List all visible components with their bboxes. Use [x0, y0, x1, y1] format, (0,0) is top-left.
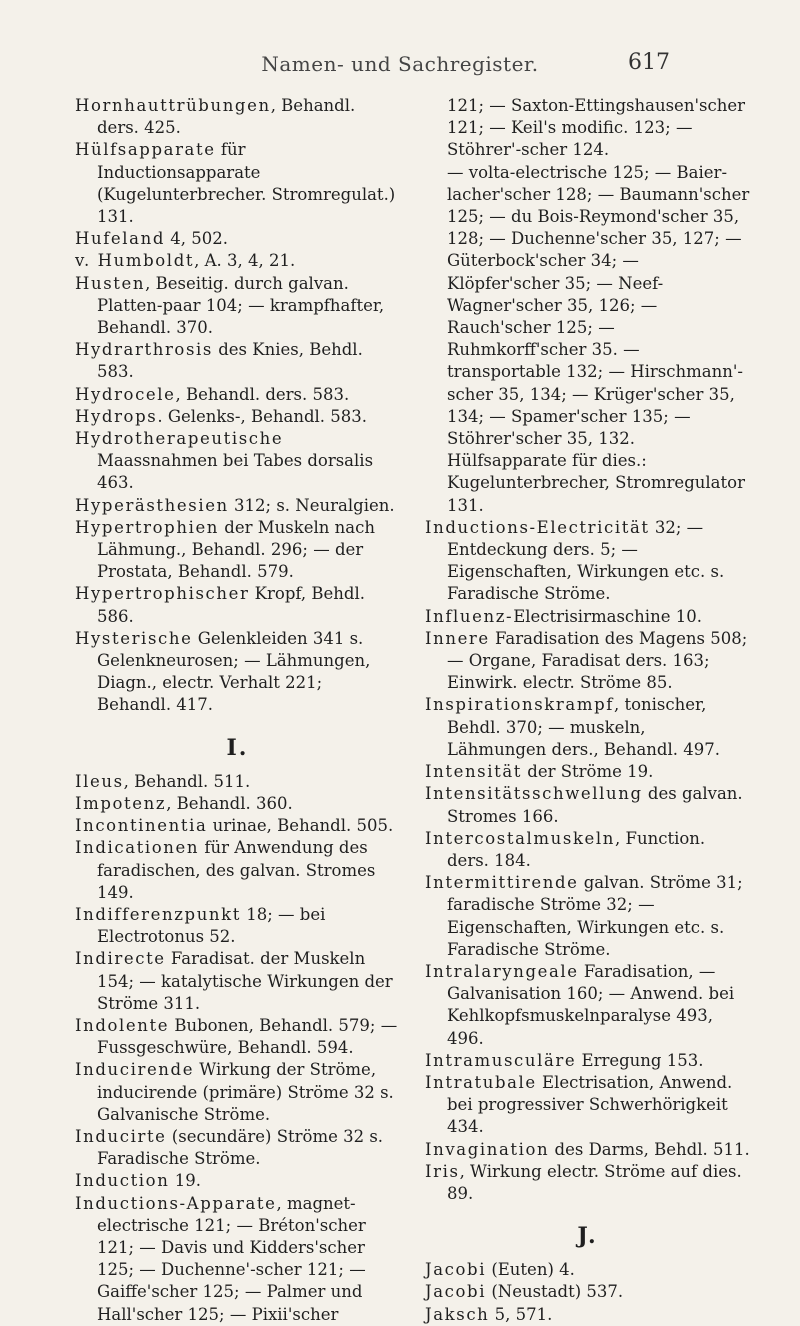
entry-text: Electrisation, Anwend. bei progressiver Schwerhörigkeit 434. — [447, 1072, 733, 1137]
entry-text: , Beseitig. durch galvan. Platten-paar 104; — krampfhafter, Behandl. 370. — [97, 273, 385, 338]
entry-keyword: Intramusculäre — [425, 1050, 577, 1070]
index-entry — [425, 783, 750, 827]
index-entry — [425, 1139, 750, 1161]
entry-text: , magnet-electrische 121; — Bréton'scher 121; — Davis und Kidders'scher 125; — Duchenne'-scher 121; — Gaiffe'scher 125; — Palmer und Hall'scher 125; — Pixii'scher — [97, 1193, 366, 1324]
index-entry — [425, 828, 750, 872]
index-entry — [75, 793, 400, 815]
entry-text: Faradisat. der Muskeln 154; — katalytische Wirkungen der Ströme 311. — [97, 949, 393, 1013]
index-entry — [425, 162, 750, 451]
entry-text: 18; — bei Electrotonus 52. — [97, 904, 326, 947]
index-block-h — [75, 95, 400, 717]
entry-keyword: Intercostalmuskeln — [425, 828, 616, 848]
section-letter-j: J. — [577, 1223, 598, 1250]
index-entry — [75, 948, 400, 1015]
entry-keyword: Hufeland — [75, 229, 165, 249]
entry-keyword: Husten — [75, 273, 146, 293]
entry-text: (Euten) 4. — [486, 1260, 575, 1280]
entry-keyword: Hyperästhesien — [75, 495, 229, 515]
entry-text: Wirkung der Ströme, inducirende (primäre) Ströme 32 s. Galvanische Ströme. — [97, 1060, 394, 1124]
index-entry — [425, 1050, 750, 1072]
index-entry — [425, 95, 750, 162]
entry-text: — volta-electrische 125; — Baier-lacher'scher 128; — Baumann'scher 125; — du Bois-Reymond'scher 35, 128; — Duchenne'scher 35, 127; — Güterbock'scher 34; — Klöpfer'scher 35; — Neef-Wagner'scher 35, 126; — Rauch'scher 125; — Ruhmkorff'scher 35. — transportable 132; — Hirschmann'-scher 35, 134; — Krüger'scher 35, 134; — Spamer'scher 135; — Stöhrer'scher 35, 132. — [447, 162, 750, 449]
index-entry — [425, 694, 750, 761]
entry-keyword: Indicationen — [75, 838, 200, 858]
entry-keyword: Hydrops — [75, 406, 158, 426]
entry-text: , Behandl. 360. — [166, 793, 293, 813]
entry-text: Faradisation, — Galvanisation 160; — Anwend. bei Kehlkopfsmuskelnparalyse 493, 496. — [447, 961, 735, 1048]
entry-text: 19. — [169, 1171, 201, 1191]
entry-keyword: Intratubale — [425, 1072, 537, 1092]
entry-keyword: Hypertrophien — [75, 517, 220, 537]
index-entry — [75, 583, 400, 627]
entry-text: 121; — Saxton-Ettingshausen'scher 121; — Keil's modific. 123; — Stöhrer'-scher 124. — [447, 96, 745, 160]
index-entry — [425, 961, 750, 1050]
entry-keyword: Jaksch — [425, 1304, 490, 1324]
page-number: 617 — [628, 50, 670, 75]
entry-text: , Wirkung electr. Ströme auf dies. 89. — [447, 1161, 742, 1203]
entry-text: urinae, Behandl. 505. — [207, 816, 394, 836]
entry-text: für Anwendung des faradischen, des galvan. Stromes 149. — [97, 838, 376, 902]
index-entry — [75, 771, 400, 793]
entry-text: Kropf, Behdl. 586. — [97, 584, 366, 626]
index-entry — [425, 1281, 750, 1303]
index-entry — [75, 1126, 400, 1170]
entry-text: , Behandl. ders. 425. — [97, 96, 356, 138]
index-entry — [425, 1259, 750, 1281]
entry-text: Erregung 153. — [576, 1050, 704, 1070]
page-header — [0, 52, 800, 82]
index-entry — [425, 872, 750, 961]
entry-text: Hülfsapparate für dies.: Kugelunterbrecher, Stromregulator 131. — [447, 451, 745, 515]
entry-keyword: Inducirende — [75, 1060, 195, 1080]
index-entry — [425, 1304, 750, 1326]
entry-text: , Behandl. ders. 583. — [175, 384, 350, 404]
entry-keyword: Inspirationskrampf — [425, 695, 614, 715]
entry-keyword: Inductions-Electricität — [425, 517, 650, 537]
index-entry — [75, 384, 400, 406]
running-title: Namen- und Sachregister. — [261, 52, 539, 76]
entry-text: , tonischer, Behdl. 370; — muskeln, Lähmungen ders., Behandl. 497. — [447, 695, 720, 759]
index-entry — [425, 1161, 750, 1205]
entry-text: Gelenkleiden 341 s. Gelenkneurosen; — Lähmungen, Diagn., electr. Verhalt 221; Behandl. 417. — [97, 628, 371, 715]
index-entry — [75, 495, 400, 517]
index-entry — [75, 139, 400, 228]
entry-text: der Muskeln nach Lähmung., Behandl. 296; — der Prostata, Behandl. 579. — [97, 517, 375, 582]
index-entry — [75, 1015, 400, 1059]
entry-keyword: Jacobi — [425, 1260, 487, 1280]
right-column — [425, 95, 750, 1326]
entry-text: , Behandl. 511. — [123, 771, 251, 791]
entry-text: des galvan. Stromes 166. — [447, 784, 743, 826]
index-entry — [75, 1059, 400, 1126]
entry-keyword: Innere — [425, 628, 490, 648]
entry-text: , A. 3, 4, 21. — [194, 251, 296, 271]
entry-keyword: Hülfsapparate — [75, 140, 216, 160]
index-entry — [75, 339, 400, 383]
entry-keyword: Indolente — [75, 1015, 170, 1035]
entry-text: . Gelenks-, Behandl. 583. — [157, 406, 368, 426]
entry-keyword: Intensität — [425, 762, 523, 782]
index-entry — [75, 517, 400, 584]
index-block-j — [425, 1259, 750, 1326]
index-block-i-continued — [425, 95, 750, 1205]
entry-keyword: Hornhauttrübungen — [75, 96, 271, 115]
entry-text: des Darms, Behdl. 511. — [549, 1139, 750, 1159]
entry-keyword: Hydrotherapeutische — [75, 429, 284, 449]
entry-text: galvan. Ströme 31; faradische Ströme 32; — Eigenschaften, Wirkungen etc. s. Faradische Ströme. — [447, 873, 743, 959]
entry-text: (Neustadt) 537. — [486, 1282, 624, 1302]
index-entry — [425, 450, 750, 517]
entry-keyword: Ileus — [75, 771, 124, 791]
entry-text: Maassnahmen bei Tabes dorsalis 463. — [97, 451, 374, 493]
entry-keyword: Hydrarthrosis — [75, 340, 213, 360]
entry-text: 5, 571. — [489, 1304, 553, 1324]
entry-text: des Knies, Behdl. 583. — [97, 340, 363, 382]
entry-text: 312; s. Neuralgien. — [228, 495, 395, 515]
entry-keyword: Invagination — [425, 1139, 550, 1159]
entry-text: 32; — Entdeckung ders. 5; — Eigenschaften, Wirkungen etc. s. Faradische Ströme. — [447, 517, 725, 604]
entry-text: Bubonen, Behandl. 579; — Fussgeschwüre, Behandl. 594. — [97, 1015, 398, 1058]
entry-text: der Ströme 19. — [522, 762, 654, 782]
index-entry — [425, 517, 750, 606]
entry-keyword: Hypertrophischer — [75, 584, 250, 604]
index-entry — [75, 1170, 400, 1192]
entry-text: Electrisirmaschine 10. — [513, 606, 702, 626]
entry-keyword: Indifferenzpunkt — [75, 904, 241, 924]
index-entry — [75, 428, 400, 495]
entry-keyword: Incontinentia — [75, 816, 208, 836]
index-entry — [75, 904, 400, 948]
index-entry — [75, 1193, 400, 1326]
entry-keyword: Inductions-Apparate — [75, 1193, 277, 1213]
entry-text: , Function. ders. 184. — [447, 828, 706, 870]
index-entry — [75, 228, 400, 250]
entry-text: 4, 502. — [165, 229, 228, 249]
entry-keyword: Jacobi — [425, 1282, 487, 1302]
entry-keyword: Intralaryngeale — [425, 961, 579, 981]
index-entry — [425, 628, 750, 695]
index-entry — [75, 250, 400, 272]
index-entry — [75, 273, 400, 340]
index-entry — [75, 406, 400, 428]
index-entry — [75, 95, 400, 139]
index-entry — [75, 837, 400, 904]
section-letter-i: I. — [226, 734, 249, 761]
entry-keyword: Hysterische — [75, 628, 193, 648]
index-entry — [75, 628, 400, 717]
index-block-i — [75, 771, 400, 1326]
index-entry — [75, 815, 400, 837]
index-entry — [425, 606, 750, 628]
entry-keyword: Induction — [75, 1171, 170, 1191]
entry-keyword: Hydrocele — [75, 384, 176, 404]
left-column — [75, 95, 400, 1326]
index-entry — [425, 1072, 750, 1139]
entry-keyword: Inducirte — [75, 1126, 167, 1146]
entry-text: (secundäre) Ströme 32 s. Faradische Ströme. — [97, 1126, 384, 1169]
entry-text: für Inductionsapparate (Kugelunterbrecher. Stromregulat.) 131. — [97, 140, 396, 227]
entry-keyword: Impotenz — [75, 793, 167, 813]
entry-keyword: Indirecte — [75, 949, 166, 969]
entry-keyword: Intensitätsschwellung — [425, 784, 643, 804]
entry-text: Faradisation des Magens 508; — Organe, Faradisat ders. 163; Einwirk. electr. Ströme 85. — [447, 628, 748, 693]
entry-keyword: Intermittirende — [425, 873, 579, 893]
entry-keyword: Influenz- — [425, 606, 514, 626]
entry-keyword: v. Humboldt — [75, 251, 195, 271]
entry-keyword: Iris — [425, 1161, 460, 1181]
index-entry — [425, 761, 750, 783]
